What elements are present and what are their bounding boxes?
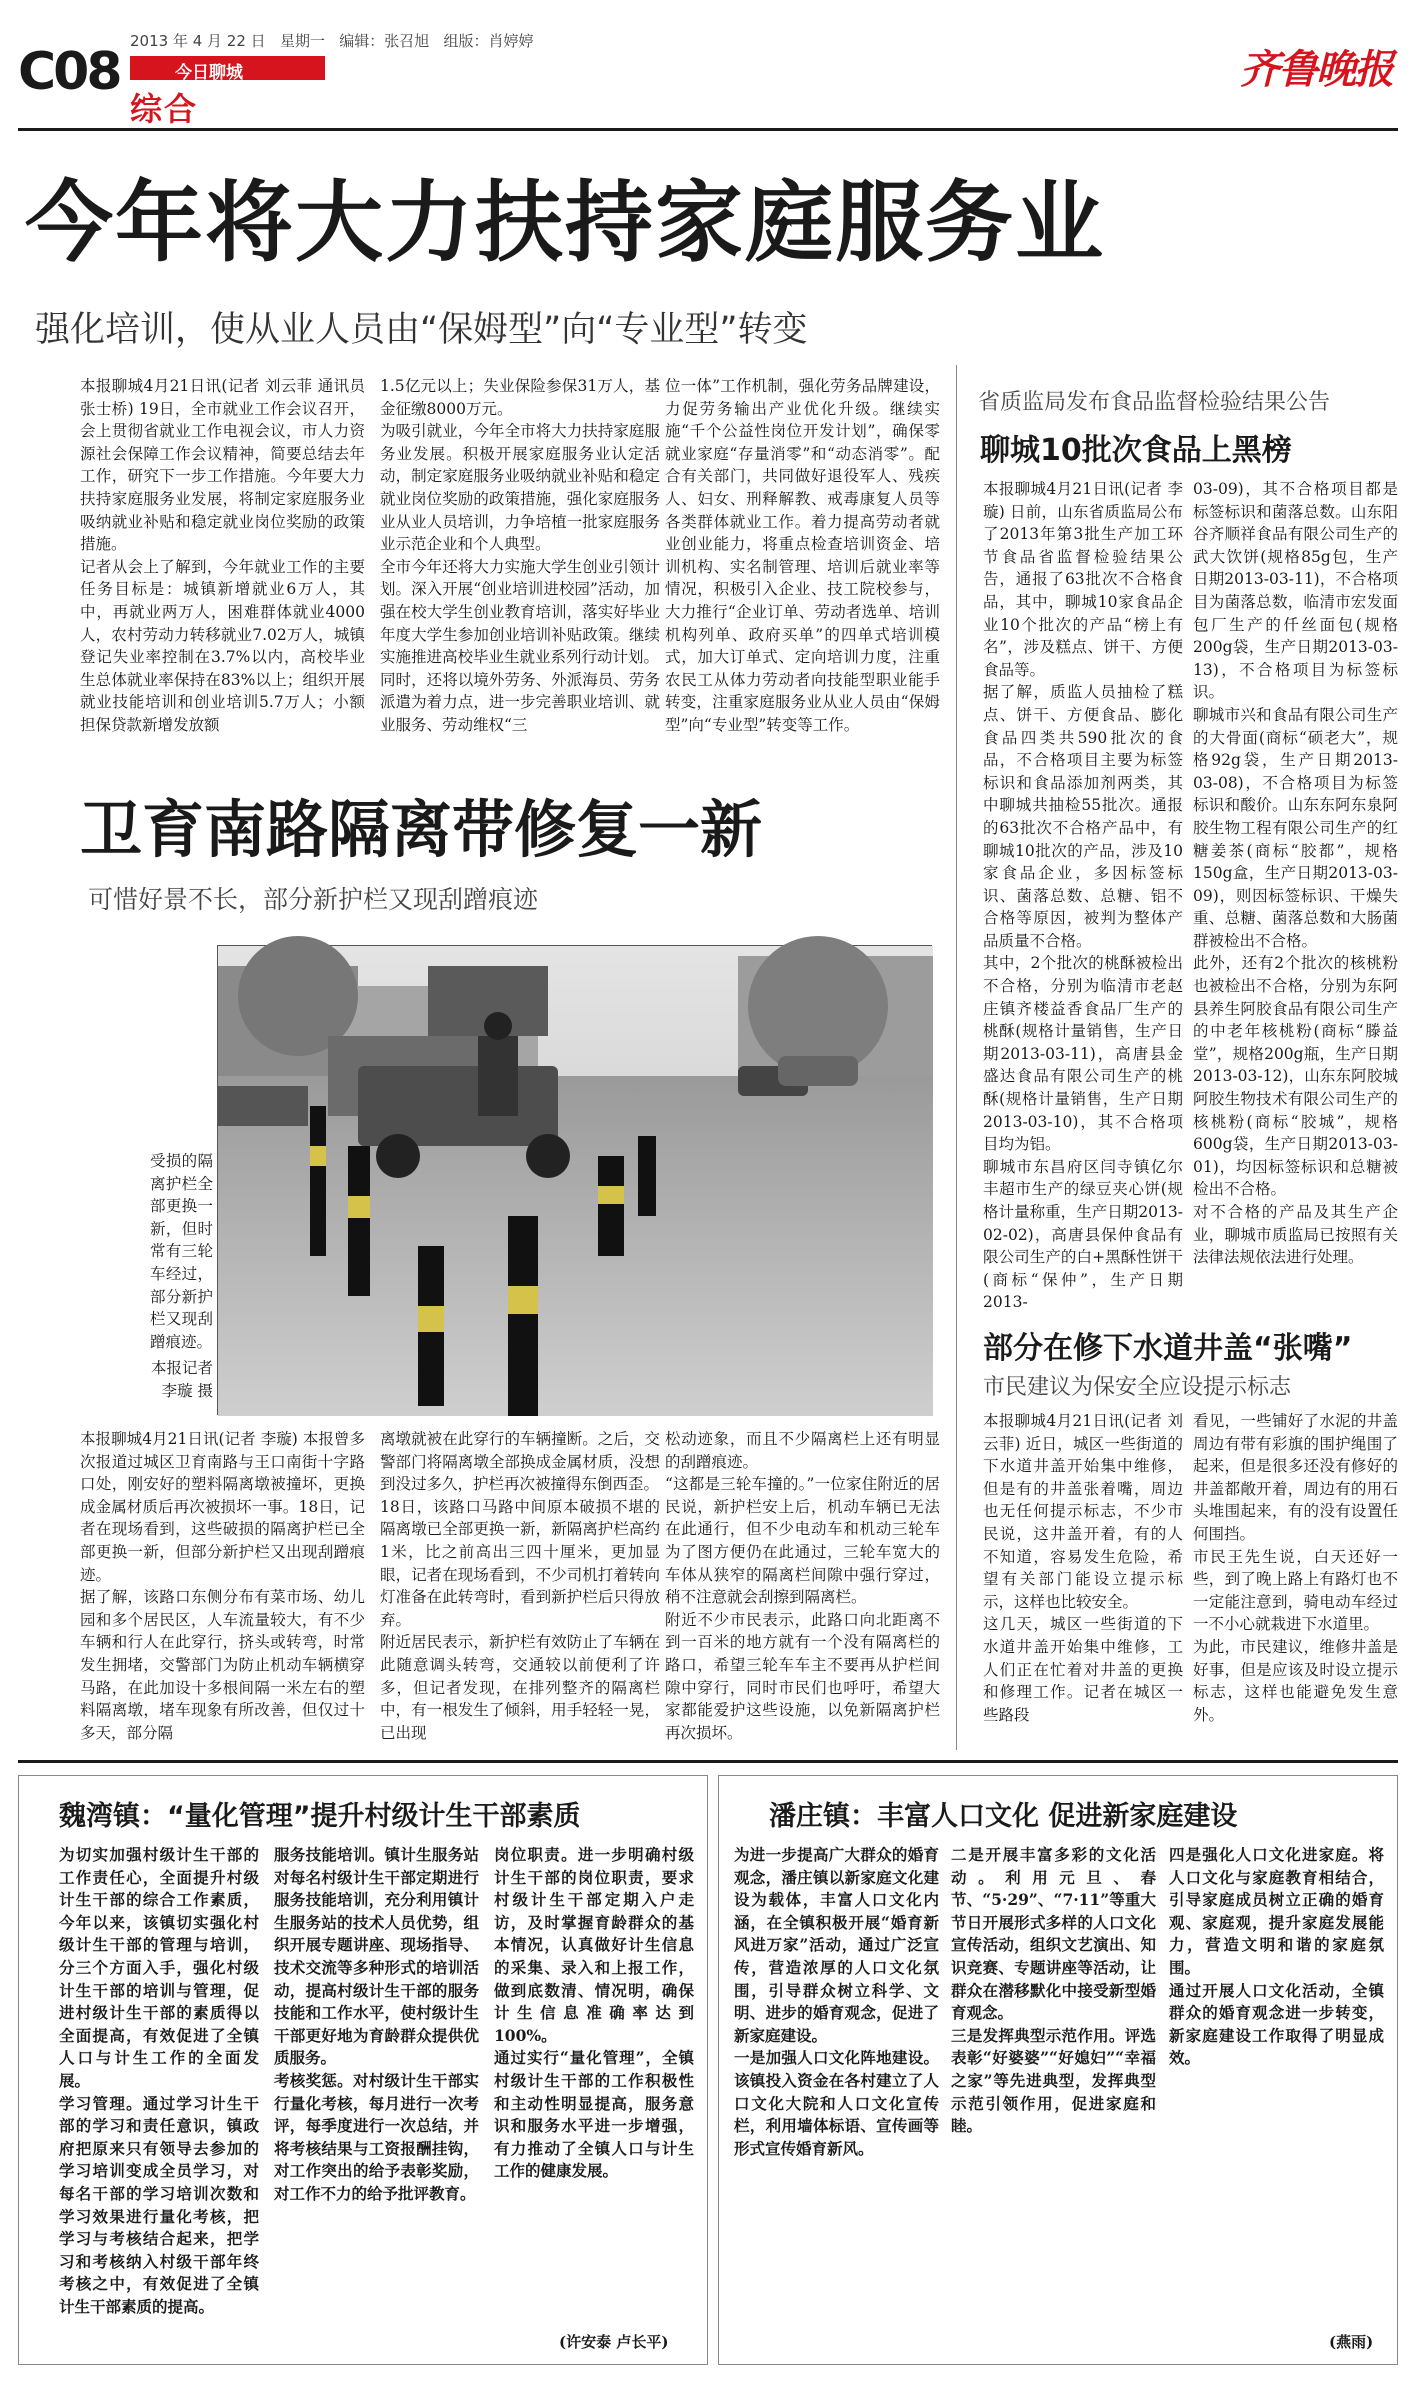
column-divider <box>956 365 957 1750</box>
story3-headline: 聊城10批次食品上黑榜 <box>980 433 1292 468</box>
story2-subhead: 可惜好景不长，部分新护栏又现刮蹭痕迹 <box>88 885 539 914</box>
story4-headline: 部分在修下水道井盖“张嘴” <box>983 1331 1353 1366</box>
photo-caption: 受损的隔离护栏全部更换一新，但时常有三轮车经过，部分新护栏又现刮蹭痕迹。 本报记者 李璇 摄 <box>150 1150 213 1403</box>
bottom-left-col1: 为切实加强村级计生干部的工作责任心，全面提升村级计生干部的综合工作素质，今年以来，该镇切实强化村级计生干部的管理与培训，分三个方面入手，强化村级计生干部的培训与管理，促进村级计生干部的素质得以全面提高，有效促进了全镇人口与计生工作的全面发展。 学习管理。通过学习计生干部的学习和责任意识，镇政府把原来只有领导去参加的学习培训变成全员学习，对每名干部的学习培训次数和学习效果进行量化考核，把学习与考核结合起来，把学习和考核纳入村级干部年终考核之中，有效促进了全镇计生干部素质的提高。 <box>59 1845 259 2316</box>
bottom-left-col2: 服务技能培训。镇计生服务站对每名村级计生干部定期进行服务技能培训，充分利用镇计生服务站的技术人员优势，组织开展专题讲座、现场指导、技术交流等多种形式的培训活动，提高村级计生干部的服务技能和工作水平，使村级计生干部更好地为育龄群众提供优质服务。 考核奖惩。对村级计生干部实行量化考核，每月进行一次考评，每季度进行一次总结，并将考核结果与工资报酬挂钩，对工作突出的给予表彰奖励，对工作不力的给予批评教育。 <box>274 1845 479 2203</box>
story2-col1: 本报聊城4月21日讯(记者 李璇) 本报曾多次报道过城区卫育南路与王口南街十字路口处，刚安好的塑料隔离墩被撞坏，更换成金属材质后再次被损坏一事。18日，记者在现场看到，这些破损的隔离护栏已全部更换一新，但部分新护栏又出现刮蹭痕迹。 据了解，该路口东侧分布有菜市场、幼儿园和多个居民区，人车流量较大，有不少车辆和行人在此穿行，挤头或转弯，时常发生拥堵，交警部门为防止机动车辆横穿马路，在此加设十多根间隔一米左右的塑料隔离墩，堵车现象有所改善，但仅过十多天，部分隔 <box>80 1430 365 1742</box>
bottom-right-title: 潘庄镇：丰富人口文化 促进新家庭建设 <box>769 1801 1238 1832</box>
bottom-right-box <box>718 1775 1398 2365</box>
story3-col2: 03-09)，其不合格项目都是标签标识和菌落总数。山东阳谷齐顺祥食品有限公司生产的武大饮饼(规格85g包，生产日期2013-03-11)，不合格项目为菌落总数，临清市宏发面包厂生产的仟丝面包(规格200g袋，生产日期2013-03-13)，不合格项目为标签标识。 聊城市兴和食品有限公司生产的大骨面(商标“硕老大”，规格92g袋，生产日期2013-03-08)，不合格项目为标签标识和酸价。山东东阿东泉阿胶生物工程有限公司生产的红糖姜茶(商标“胶都”，规格150g盒，生产日期2013-03-09)，则因标签标识、干燥失重、总糖、菌落总数和大肠菌群被检出不合格。 此外，还有2个批次的核桃粉也被检出不合格，分别为东阿县养生阿胶食品有限公司生产的中老年核桃粉(商标“滕益堂”，规格200g瓶，生产日期2013-03-12)，山东东阿胶城阿胶生物技术有限公司生产的核桃粉(商标“胶城”，规格600g袋，生产日期2013-03-01)，均因标签标识和总糖被检出不合格。 对不合格的产品及其生产企业，聊城市质监局已按照有关法律法规依法进行处理。 <box>1193 480 1398 1267</box>
bottom-right-col3: 四是强化人口文化进家庭。将人口文化与家庭教育相结合，引导家庭成员树立正确的婚育观、家庭观，提升家庭发展能力，营造文明和谐的家庭氛围。 通过开展人口文化活动，全镇群众的婚育观念进一步转变，新家庭建设工作取得了明显成效。 <box>1169 1845 1384 2068</box>
story1-col1: 本报聊城4月21日讯(记者 刘云菲 通讯员 张士桥) 19日，全市就业工作会议召开，会上贯彻省就业工作电视会议，市人力资源社会保障工作会议精神，简要总结去年工作，研究下一步工作措施。今年要大力扶持家庭服务业发展，将制定家庭服务业吸纳就业补贴和稳定就业岗位奖励的政策措施。 记者从会上了解到，今年就业工作的主要任务目标是：城镇新增就业6万人，其中，再就业两万人，困难群体就业4000人，农村劳动力转移就业7.02万人，城镇登记失业率控制在3.7%以内，高校毕业生总体就业率保持在83%以上；组织开展就业技能培训和创业培训5.7万人；小额担保贷款新增发放额 <box>80 377 365 734</box>
masthead <box>0 0 1417 130</box>
story1-subhead: 强化培训，使从业人员由“保姆型”向“专业型”转变 <box>35 310 808 350</box>
news-photo <box>217 945 932 1415</box>
bottom-left-byline: (许安泰 卢长平) <box>559 2333 669 2351</box>
page-code: C08 <box>18 42 120 102</box>
bottom-left-box <box>18 1775 708 2365</box>
story4-subhead: 市民建议为保安全应设提示标志 <box>983 1375 1292 1400</box>
photo-credit: 本报记者 李璇 摄 <box>150 1359 213 1400</box>
story2-headline: 卫育南路隔离带修复一新 <box>80 793 763 866</box>
story3-kicker: 省质监局发布食品监督检验结果公告 <box>978 390 1331 415</box>
bottom-left-col3: 岗位职责。进一步明确村级计生干部的岗位职责，要求村级计生干部定期入户走访，及时掌握育龄群众的基本情况，认真做好计生信息的采集、录入和上报工作，做到底数清、情况明，确保计生信息准确率达到100%。 通过实行“量化管理”，全镇村级计生干部的工作积极性和主动性明显提高，服务意识和服务水平进一步增强，有力推动了全镇人口与计生工作的健康发展。 <box>494 1845 694 2181</box>
header-rule <box>18 128 1398 131</box>
bottom-right-byline: (燕雨) <box>1329 2333 1374 2351</box>
section-tag: 今日聊城 <box>175 63 243 83</box>
brand-logo: 齐鲁晚报 <box>1240 46 1392 93</box>
story1-col2: 1.5亿元以上；失业保险参保31万人，基金征缴8000万元。 为吸引就业，今年全市将大力扶持家庭服务业发展。积极开展家庭服务业认定活动，制定家庭服务业吸纳就业补贴和稳定就业岗位奖励的政策措施，强化家庭服务业从业人员培训，力争培植一批家庭服务业示范企业和个人典型。 全市今年还将大力实施大学生创业引领计划。深入开展“创业培训进校园”活动，加强在校大学生创业教育培训，落实好毕业年度大学生参加创业培训补贴政策。继续实施推进高校毕业生就业系列行动计划。 同时，还将以境外劳务、外派海员、劳务派遣为着力点，进一步完善职业培训、就业服务、劳动维权“三 <box>380 377 660 734</box>
story1-headline: 今年将大力扶持家庭服务业 <box>25 171 1106 274</box>
bottom-right-col2: 二是开展丰富多彩的文化活动。利用元旦、春节、“5·29”、“7·11”等重大节日开展形式多样的人口文化宣传活动，组织文艺演出、知识竞赛、专题讲座等活动，让群众在潜移默化中接受新型婚育观念。 三是发挥典型示范作用。评选表彰“好婆婆”“好媳妇”“幸福之家”等先进典型，发挥典型示范引领作用，促进家庭和睦。 <box>951 1845 1156 2136</box>
bottom-right-col1: 为进一步提高广大群众的婚育观念，潘庄镇以新家庭文化建设为载体，丰富人口文化内涵，在全镇积极开展“婚育新风进万家”活动，通过广泛宣传，营造浓厚的人口文化氛围，引导群众树立科学、文明、进步的婚育观念，促进了新家庭建设。 一是加强人口文化阵地建设。该镇投入资金在各村建立了人口文化大院和人口文化宣传栏，利用墙体标语、宣传画等形式宣传婚育新风。 <box>734 1845 939 2158</box>
story3-col1: 本报聊城4月21日讯(记者 李璇) 日前，山东省质监局公布了2013年第3批生产加工环节食品省监督检验结果公告，通报了63批次不合格食品，其中，聊城10家食品企业10个批次的产品“榜上有名”，涉及糕点、饼干、方便食品等。 据了解，质监人员抽检了糕点、饼干、方便食品、膨化食品四类共590批次的食品，不合格项目主要为标签标识和食品添加剂两类，其中聊城共抽检55批次。通报的63批次不合格产品中，有聊城10批次的产品，涉及10家食品企业，多因标签标识、菌落总数、总糖、铝不合格等原因，被判为整体产品质量不合格。 其中，2个批次的桃酥被检出不合格，分别为临清市老赵庄镇齐楼益香食品厂生产的桃酥(规格计量销售，生产日期2013-03-11)，高唐县金盛达食品有限公司生产的桃酥(规格计量销售，生产日期2013-03-10)，其不合格项目均为铝。 聊城市东昌府区闫寺镇亿尔丰超市生产的绿豆夹心饼(规格计量称重，生产日期2013-02-02)，高唐县保仲食品有限公司生产的白+黑酥性饼干(商标“保仲”，生产日期2013- <box>983 480 1183 1312</box>
story1-col3: 位一体”工作机制，强化劳务品牌建设，力促劳务输出产业优化升级。继续实施“千个公益性岗位开发计划”，确保零就业家庭“存量消零”和“动态消零”。配合有关部门，共同做好退役军人、残疾人、妇女、刑释解教、戒毒康复人员等各类群体就业工作。着力提高劳动者就业创业能力，将重点检查培训资金、培训机构、实名制管理、培训后就业率等情况，积极引入企业、技工院校参与，大力推行“企业订单、劳动者选单、培训机构列单、政府买单”的四单式培训模式，加大订单式、定向培训力度，注重农民工从体力劳动者向技能型职业能手转变，注重家庭服务业从业人员由“保姆型”向“专业型”转变等工作。 <box>665 377 940 734</box>
story4-col2: 看见，一些铺好了水泥的井盖周边有带有彩旗的围护绳围了起来，但是很多还没有修好的井盖都敞开着，周边有的用石头堆围起来，有的没有设置任何围挡。 市民王先生说，白天还好一些，到了晚上路上有路灯也不一定能注意到，骑电动车经过一不小心就栽进下水道里。 为此，市民建议，维修井盖是好事，但是应该及时设立提示标志，这样也能避免发生意外。 <box>1193 1412 1398 1724</box>
bottom-left-title: 魏湾镇：“量化管理”提升村级计生干部素质 <box>59 1801 581 1832</box>
story2-col2: 离墩就被在此穿行的车辆撞断。之后，交警部门将隔离墩全部换成金属材质，没想到没过多久，护栏再次被撞得东倒西歪。 18日，该路口马路中间原本破损不堪的隔离墩已全部更换一新，新隔离护栏高约1米，比之前高出三四十厘米，更加显眼，记者在现场看到，不少司机打着转向灯准备在此转弯时，看到新护栏后只得放弃。 附近居民表示，新护栏有效防止了车辆在此随意调头转弯，交通较以前便利了许多，但记者发现，在排列整齐的隔离栏中，有一根发生了倾斜，用手轻轻一晃，已出现 <box>380 1430 660 1742</box>
photo-illustration <box>218 946 933 1416</box>
story4-col1: 本报聊城4月21日讯(记者 刘云菲) 近日，城区一些街道的下水道井盖开始集中维修，但是有的井盖张着嘴，周边也无任何提示标志，不少市民说，这井盖开着，有的人不知道，容易发生危险，希望有关部门能设立提示标示，这样也比较安全。 这几天，城区一些街道的下水道井盖开始集中维修，工人们正在忙着对井盖的更换和修理工作。记者在城区一些路段 <box>983 1412 1183 1724</box>
section-title: 综合 <box>130 90 199 128</box>
page-meta: 2013 年 4 月 22 日 星期一 编辑：张召旭 组版：肖婷婷 <box>130 32 534 50</box>
story2-col3: 松动迹象，而且不少隔离栏上还有明显的刮蹭痕迹。 “这都是三轮车撞的。”一位家住附近的居民说，新护栏安上后，机动车辆已无法在此通行，但不少电动车和机动三轮车为了图方便仍在此通过，三轮车宽大的车体从狭窄的隔离栏间隙中强行穿过，稍不注意就会刮擦到隔离栏。 附近不少市民表示，此路口向北距离不到一百米的地方就有一个没有隔离栏的路口，希望三轮车车主不要再从护栏间隙中穿行，同时市民们也呼吁，希望大家都能爱护这些设施，以免新隔离护栏再次损坏。 <box>665 1430 940 1742</box>
bottom-rule <box>18 1760 1398 1763</box>
